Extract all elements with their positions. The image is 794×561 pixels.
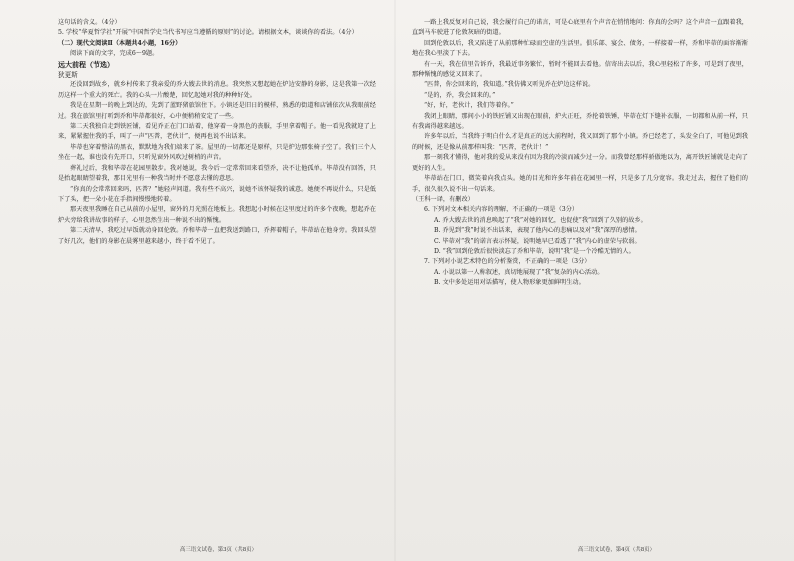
story-dialogue: “好，好，老伙计，我们等着你。” [424, 102, 514, 110]
story-paragraph: 那天夜里我睡在自己从前的小屋里，窗外的月光照在地板上。我想起小时候在这里度过的许多个夜晚，想起乔在炉火旁给我讲故事的样子，心里忽然生出一种说不出的惭愧。 [58, 206, 376, 224]
story-paragraph: 第二天清早，我吃过早饭就动身回伦敦。乔和毕蒂一直把我送到路口，乔挥着帽子，毕蒂站在他身旁。我回头望了好几次，他们的身影在晨雾里越来越小，终于看不见了。 [58, 227, 376, 245]
section-header: （二）现代文阅读Ⅱ（本题共4小题，16分） [58, 39, 182, 47]
story-paragraph: 葬礼过后，我和毕蒂在花园里散步。我对她说，我今后一定常常回来看望乔，决不让他孤单。毕蒂没有回答，只是抬起眼睛望着我，那目光里有一种我当时并不愿意去懂的意思。 [58, 164, 376, 183]
question-6-option-a: A. 乔大嫂去世的消息唤起了“我”对她的回忆，也促使“我”回到了久别的故乡。 [434, 216, 647, 224]
story-paragraph: 回到伦敦以后，我又陷进了从前那种忙碌而空虚的生活里。俱乐部、宴会、债务，一样接着一样，乔和毕蒂的面容渐渐地在我心里淡了下去。 [412, 39, 748, 58]
story-paragraph: 一路上我反复对自己说，我会履行自己的诺言，可是心底里有个声音在悄悄地问：你真的会吗？这个声音一直跟着我，直到马车驶进了伦敦灰暗的街道。 [412, 19, 748, 37]
story-paragraph: 许多年以后，当我终于明白什么才是真正的远大前程时，我又回到了那个小镇。乔已经老了，头发全白了，可他见到我的时候，还是像从前那样叫我：“匹普，老伙计！” [412, 133, 748, 151]
question-5: 5. 学校“华夏哲学社”开展“中国哲学史当代书写应当遵循的原则”的讨论。请根据文本，谈谈你的看法。（4分） [58, 29, 358, 37]
question-7-option-a: A. 小说以第一人称叙述，真切地展现了“我”复杂的内心活动。 [434, 268, 604, 276]
story-paragraph: 那一刻我才懂得，他对我的爱从来没有因为我的冷淡而减少过一分。而我曾经那样骄傲地以为，离开铁匠铺就是走向了更好的人生。 [412, 154, 748, 172]
story-paragraph: “你真的会常常回来吗，匹普？”她轻声问道。我有些不高兴，说她不该怀疑我的诚意。她便不再说什么，只是低下了头，把一朵小花在手指间慢慢地转着。 [58, 185, 376, 203]
story-paragraph: 我是在星期一的晚上到达的，先到了蓝野猪旅馆住下。小镇还是旧日的模样，熟悉的街道和店铺依次从我眼前经过。我在旅馆里打听到乔和毕蒂都很好，心中便稍稍安定了一些。 [58, 102, 376, 120]
question-tail: 这句话的含义。（4分） [58, 19, 121, 26]
story-paragraph: 有一天，我在信里告诉乔，我最近事务繁忙，暂时不能回去看他。信寄出去以后，我心里轻松了许多，可是到了夜里，那种惭愧的感觉又回来了。 [412, 60, 748, 79]
page-footer-right: 高三语文试卷，第4页（共8页） [578, 547, 655, 553]
story-paragraph: 第二天我独自走到铁匠铺，看见乔正在门口站着，他穿着一身黑色的丧服，手里拿着帽子。他一看见我就迎了上来，紧紧握住我的手，叫了一声“匹普，老伙计”，便再也说不出话来。 [58, 123, 376, 141]
question-7-option-b: B. 文中多处运用对话描写，使人物形象更加鲜明生动。 [434, 279, 585, 287]
story-title: 远大前程（节选） [58, 59, 114, 69]
question-6-option-d: D. “我”回到伦敦后很快淡忘了乔和毕蒂，说明“我”是一个冷酷无情的人。 [434, 247, 635, 255]
story-paragraph: 还没回到故乡，就乡村传来了我亲爱的乔大嫂去世的消息。我突然又想起她在炉边安静的身影，这是我第一次经历这样一个重大的死亡。我的心头一片酸楚，回忆起她对我的种种好处。 [58, 81, 376, 99]
question-6-option-b: B. 乔见到“我”时说不出话来，表现了他内心的悲痛以及对“我”深厚的感情。 [434, 227, 641, 235]
story-dialogue: “是的，乔，我会回来的。” [424, 91, 496, 99]
page-footer-left: 高三语文试卷，第3页（共8页） [180, 547, 257, 553]
question-7-stem: 7. 下列对小说艺术特色的分析鉴赏，不正确的一项是（3分） [424, 258, 591, 266]
story-source: （王科一译，有删改） [412, 195, 474, 203]
story-paragraph: 我闭上眼睛，那间小小的铁匠铺又出现在眼前，炉火正旺，乔抡着铁锤，毕蒂在灯下缝补衣服，一切都和从前一样，只有我离得越来越远。 [412, 112, 748, 131]
story-dialogue: “匹普，你会回来的，我知道。”我仿佛又听见乔在炉边这样说。 [424, 81, 595, 89]
story-author: 狄更斯 [58, 71, 78, 80]
question-6-stem: 6. 下列对文本相关内容的理解，不正确的一项是（3分） [424, 206, 579, 214]
question-6-option-c: C. 毕蒂对“我”的诺言表示怀疑，说明她早已看透了“我”内心的虚荣与软弱。 [434, 237, 641, 245]
left-page [58, 18, 376, 539]
page-fold [394, 0, 396, 561]
section-instruction: 阅读下面的文字，完成6～9题。 [70, 50, 159, 58]
right-page [412, 18, 748, 539]
story-paragraph: 毕蒂也穿着整洁的黑衣，默默地为我们端来了茶。屋里的一切都还是原样，只是炉边那张椅子空了。我们三个人坐在一起，谁也没有先开口，只听见窗外风吹过树梢的声音。 [58, 143, 376, 162]
story-paragraph: 毕蒂站在门口，微笑着向我点头。她的目光和许多年前在花园里一样，只是多了几分宽容。我走过去，握住了他们的手，很久很久说不出一句话来。 [412, 175, 748, 193]
